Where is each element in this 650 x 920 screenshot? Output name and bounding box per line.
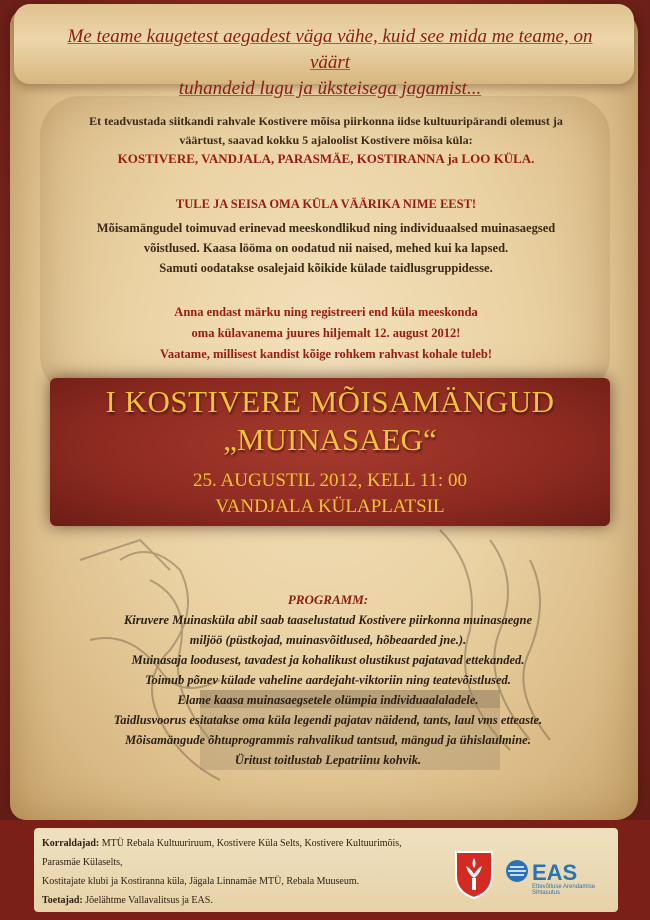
motto-line-1: Me teame kaugetest aegadest väga vähe, kuid see mida me teame, on väärt (67, 26, 593, 73)
program-item: miljöö (püstkojad, muinasvõitlused, hõbeaarded jne.). (189, 633, 467, 647)
register-line-2: oma külavanema juures hiljemalt 12. august 2012! (191, 326, 461, 340)
motto-line-2: tuhandeid lugu ja üksteisega jagamist... (178, 78, 482, 99)
intro-line-2: väärtust, saavad kokku 5 ajaloolist Kostivere mõisa küla: (179, 133, 473, 147)
program-item: Elame kaasa muinasaegsetele olümpia individuaalaladele. (177, 693, 479, 707)
event-subtitle: „MUINASAEG“ (223, 422, 437, 457)
register-line-3: Vaatame, millisest kandist kõige rohkem rahvast kohale tuleb! (160, 347, 492, 361)
event-place: VANDJALA KÜLAPLATSIL (215, 496, 445, 517)
event-date: 25. AUGUSTIL 2012, KELL 11: 00 (193, 470, 467, 491)
credits (42, 834, 442, 910)
description-line-1: Mõisamängudel toimuvad erinevad meeskondlikud ning individuaalsed muinasaegsed (96, 221, 556, 235)
register-line-1: Anna endast märku ning registreeri end küla meeskonda (174, 305, 478, 319)
description-line-3: Samuti oodatakse osalejaid kõikide külade taidlusgruppidesse. (159, 261, 493, 275)
supporters-line (42, 891, 442, 910)
supporters-label: Toetajad: (42, 895, 83, 906)
footer (0, 820, 650, 920)
description-line-2: võistlused. Kaasa lööma on oodatud nii naised, mehed kui ka lapsed. (143, 241, 509, 255)
organizers-label: Korraldajad: (42, 838, 100, 849)
footer-panel (34, 828, 618, 912)
intro-text (50, 112, 602, 150)
event-title: I KOSTIVERE MÕISAMÄNGUD (105, 384, 555, 419)
village-list: KOSTIVERE, VANDJALA, PARASMÄE, KOSTIRANNA ja LOO KÜLA. (117, 151, 535, 166)
organizers-line-1 (42, 834, 442, 872)
callout-heading: TULE JA SEISA OMA KÜLA VÄÄRIKA NIME EEST! (175, 197, 477, 211)
organizers-text: MTÜ Rebala Kultuuriruum, Kostivere Küla Selts, Kostivere Kultuurimõis, Parasmäe Külaselts, (42, 838, 402, 868)
program-item: Muinasaja loodusest, tavadest ja kohalikust olustikust pajatavad ettekanded. (131, 653, 525, 667)
event-banner (50, 378, 610, 526)
eas-globe-icon (504, 858, 530, 884)
registration-note (50, 302, 602, 365)
intro-line-1: Et teadvustada siitkandi rahvale Kostivere mõisa piirkonna iidse kultuuripärandi olemust ja (89, 114, 563, 128)
program-heading: PROGRAMM: (287, 592, 369, 607)
program-item: Toimub põnev külade vaheline aardejaht-viktoriin ning teatevõistlused. (145, 673, 511, 687)
games-description (50, 218, 602, 278)
motto (60, 24, 600, 102)
eas-logo-subtext: Ettevõtluse Arendamise Sihtasutus (532, 884, 596, 896)
program-item: Taidlusvoorus esitatakse oma küla legendi pajatav näidend, tants, laul vms etteaste. (113, 713, 543, 727)
program-section (50, 590, 606, 770)
eas-logo-text: EAS (532, 860, 578, 885)
program-item: Mõisamängude õhtuprogrammis rahvalikud tantsud, mängud ja ühislaulmine. (125, 733, 531, 747)
organizers-line-2: Kostitajate klubi ja Kostiranna küla, Jägala Linnamäe MTÜ, Rebala Muuseum. (42, 876, 360, 887)
program-item: Üritust toitlustab Lepatriinu kohvik. (234, 753, 422, 767)
parish-crest-icon (454, 850, 494, 900)
eas-logo-icon (504, 858, 614, 898)
supporters-text: Jõelähtme Vallavalitsus ja EAS. (85, 895, 213, 906)
program-item: Kiruvere Muinasküla abil saab taaselustatud Kostivere piirkonna muinasaegne (123, 613, 533, 627)
